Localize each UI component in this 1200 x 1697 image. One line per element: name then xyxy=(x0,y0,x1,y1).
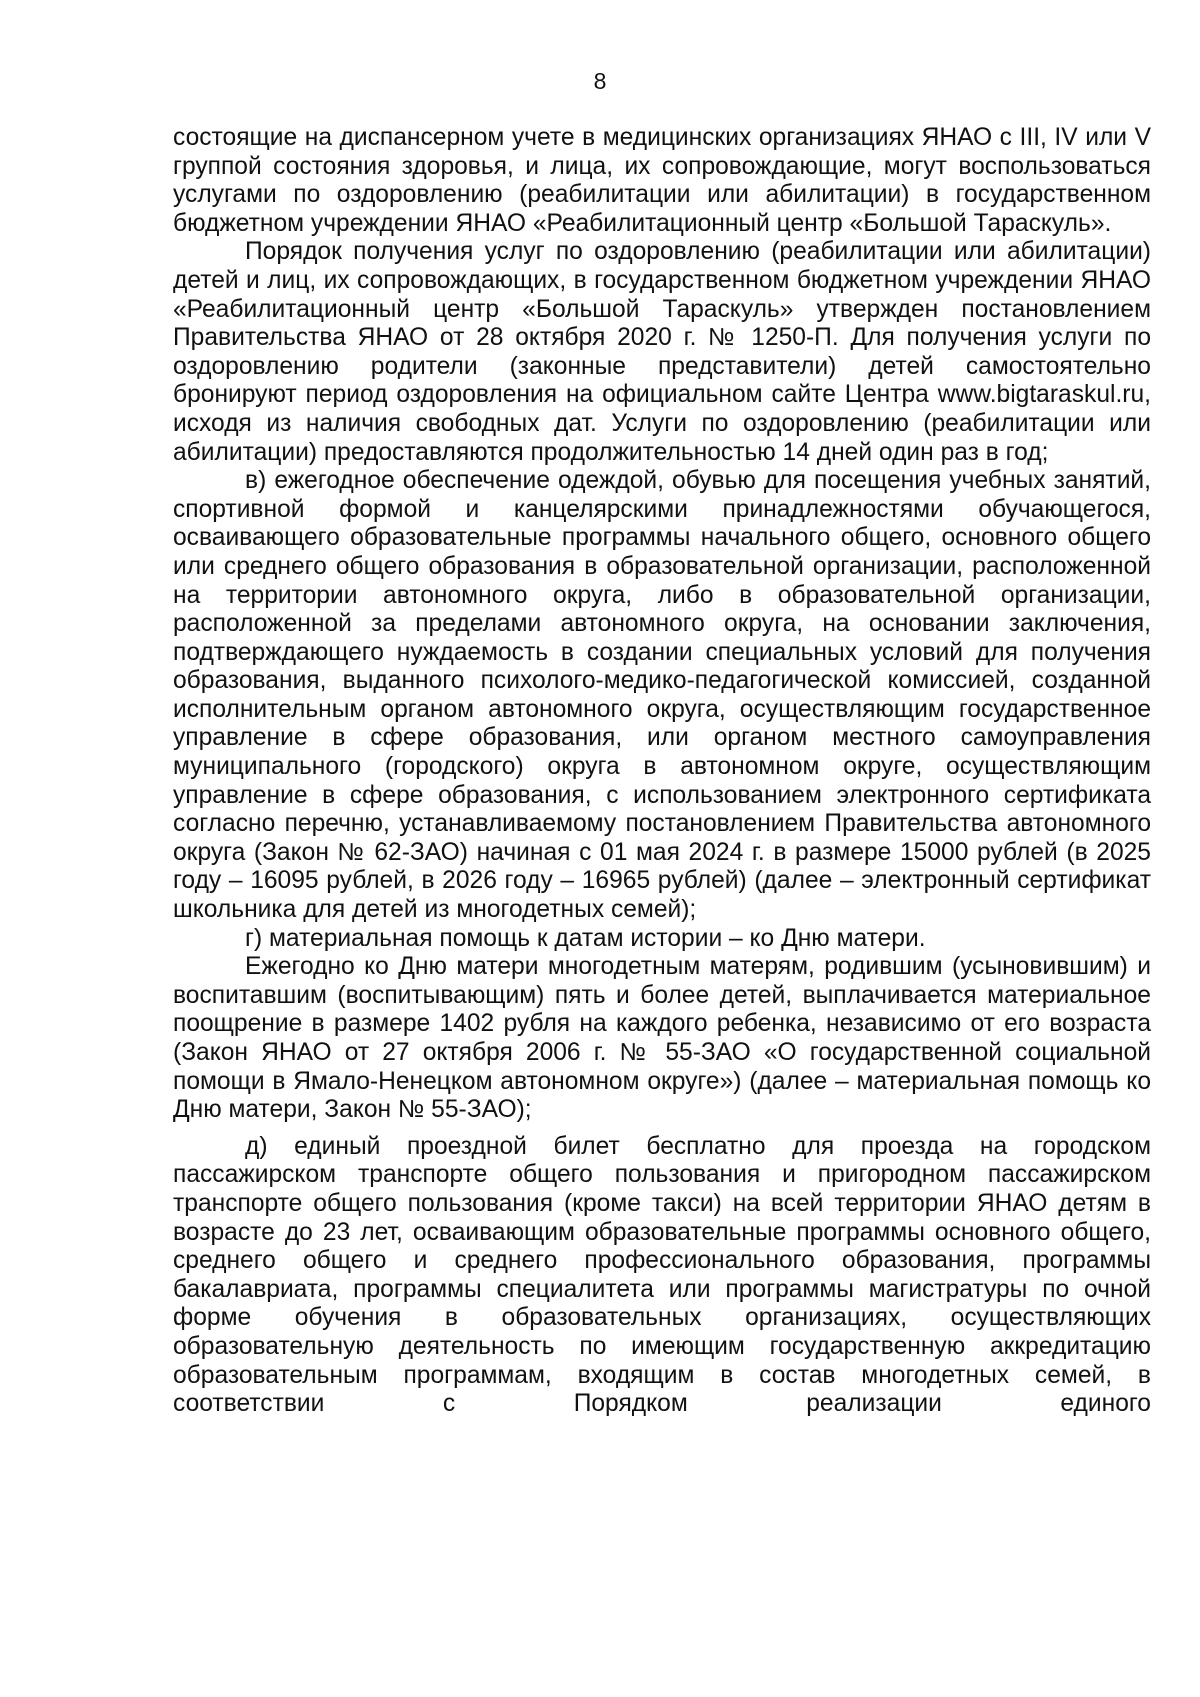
paragraph-continuation: состоящие на диспансерном учете в медицинских организациях ЯНАО с III, IV или V группой состояния здоровья, и лица, их сопровождающие, могут воспользоваться услугами по оздоровлению (реабилитации или абилитации) в государственном бюджетном учреждении ЯНАО «Реабилитационный центр «Большой Тараскуль». xyxy=(173,124,1151,237)
document-body xyxy=(173,124,1151,1419)
paragraph-mothers-day-payment: Ежегодно ко Дню матери многодетным матерям, родившим (усыновившим) и воспитавшим (воспитывающим) пять и более детей, выплачивается материальное поощрение в размере 1402 рубля на каждого ребенка, независимо от его возраста (Закон ЯНАО от 27 октября 2006 г. № 55-ЗАО «О государственной социальной помощи в Ямало-Ненецком автономном округе») (далее – материальная помощь ко Дню матери, Закон № 55-ЗАО); xyxy=(173,953,1151,1124)
paragraph-item-v-school-clothing: в) ежегодное обеспечение одеждой, обувью для посещения учебных занятий, спортивной формой и канцелярскими принадлежностями обучающегося, осваивающего образовательные программы начального общего, основного общего или среднего общего образования в образовательной организации, расположенной на территории автономного округа, либо в образовательной организации, расположенной за пределами автономного округа, на основании заключения, подтверждающего нуждаемость в создании специальных условий для получения образования, выданного психолого-медико-педагогической комиссией, созданной исполнительным органом автономного округа, осуществляющим государственное управление в сфере образования, или органом местного самоуправления муниципального (городского) округа в автономном округе, осуществляющим управление в сфере образования, с использованием электронного сертификата согласно перечню, устанавливаемому постановлением Правительства автономного округа (Закон № 62-ЗАО) начиная с 01 мая 2024 г. в размере 15000 рублей (в 2025 году – 16095 рублей, в 2026 году – 16965 рублей) (далее – электронный сертификат школьника для детей из многодетных семей); xyxy=(173,467,1151,924)
paragraph-rehab-procedure: Порядок получения услуг по оздоровлению (реабилитации или абилитации) детей и лиц, их сопровождающих, в государственном бюджетном учреждении ЯНАО «Реабилитационный центр «Большой Тараскуль» утвержден постановлением Правительства ЯНАО от 28 октября 2020 г. № 1250-П. Для получения услуги по оздоровлению родители (законные представители) детей самостоятельно бронируют период оздоровления на официальном сайте Центра www.bigtaraskul.ru, исходя из наличия свободных дат. Услуги по оздоровлению (реабилитации или абилитации) предоставляются продолжительностью 14 дней один раз в год; xyxy=(173,238,1151,466)
paragraph-item-g-mothers-day: г) материальная помощь к датам истории – ко Дню матери. xyxy=(245,924,926,952)
page-number: 8 xyxy=(593,68,607,94)
paragraph-item-d-travel-pass: д) единый проездной билет бесплатно для проезда на городском пассажирском транспорте общего пользования и пригородном пассажирском транспорте общего пользования (кроме такси) на всей территории ЯНАО детям в возрасте до 23 лет, осваивающим образовательные программы основного общего, среднего общего и среднего профессионального образования, программы бакалавриата, программы специалитета или программы магистратуры по очной форме обучения в образовательных организациях, осуществляющих образовательную деятельность по имеющим государственную аккредитацию образовательным программам, входящим в состав многодетных семей, в соответствии с Порядком реализации единого xyxy=(173,1132,1151,1418)
